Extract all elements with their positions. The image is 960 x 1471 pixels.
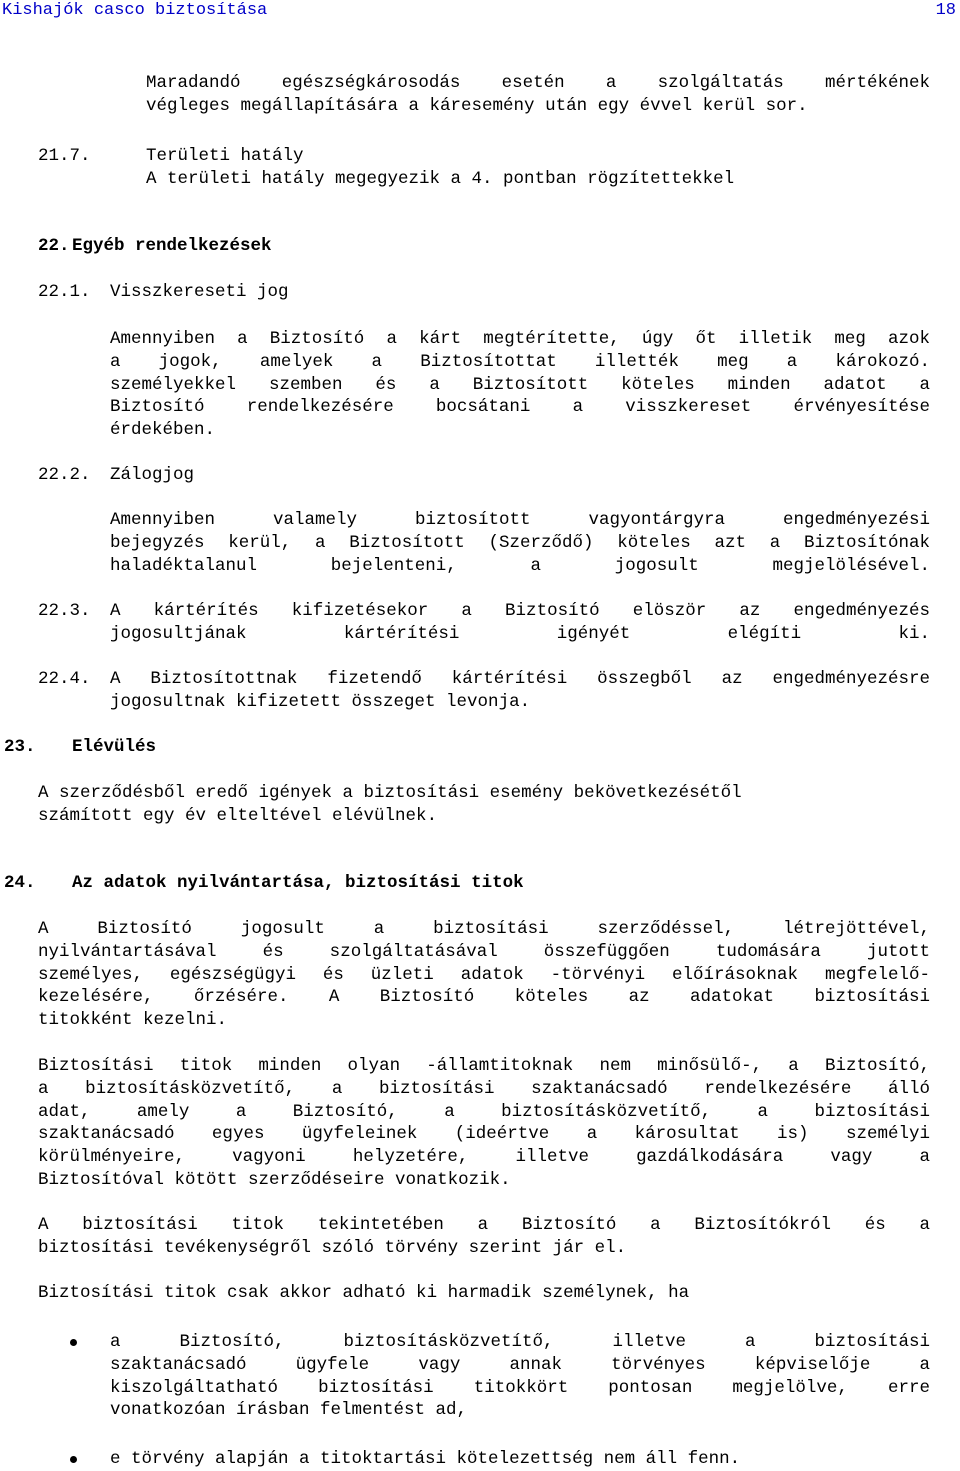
text-line: jogosultjának kártérítési igényét elégíti ki. [110, 623, 930, 644]
text-line: számított egy év elteltével elévülnek. [38, 805, 438, 826]
text-line: haladéktalanul bejelenteni, a jogosult megjelölésével. [110, 555, 930, 576]
section-title-22: Egyéb rendelkezések [72, 236, 272, 256]
text-line: A Biztosítottnak fizetendő kártérítési összegből az engedményezésre [110, 669, 930, 689]
text-line: a biztosításközvetítő, a biztosítási szaktanácsadó rendelkezésére álló [38, 1078, 930, 1099]
text-line: szaktanácsadó ügyfele vagy annak törvényes képviselője a [110, 1354, 930, 1375]
text-line: A szerződésből eredő igények a biztosítási esemény bekövetkezésétől [38, 783, 742, 803]
paragraph-22-4 [110, 668, 930, 714]
text-line: Biztosítási titok minden olyan -államtitoknak nem minősülő-, a Biztosító, [38, 1056, 930, 1076]
section-title-22-2: Zálogjog [110, 465, 195, 485]
text-line: körülményeire, vagyoni helyzetére, illetve gazdálkodására vagy a [38, 1147, 930, 1168]
text-line: adat, amely a Biztosító, a biztosításközvetítő, a biztosítási [38, 1101, 930, 1122]
text-line: a Biztosító, biztosításközvetítő, illetve a biztosítási [110, 1332, 930, 1352]
section-title-23: Elévülés [72, 737, 157, 757]
text-line: biztosítási tevékenységről szóló törvény szerint jár el. [38, 1237, 627, 1258]
bullet-icon [70, 1339, 77, 1346]
text-line: vonatkozóan írásban felmentést ad, [110, 1400, 468, 1421]
section-number-22-1: 22.1. [38, 282, 91, 302]
paragraph-24-1 [38, 918, 930, 1032]
section-number-21-7: 21.7. [38, 146, 91, 166]
bullet-item-1 [110, 1331, 930, 1422]
text-line: e törvény alapján a titoktartási kötelezettség nem áll fenn. [110, 1449, 741, 1469]
text-line: bejegyzés kerül, a Biztosított (Szerződő) köteles azt a Biztosítónak [110, 532, 930, 553]
text-line: Biztosítóval kötött szerződéseire vonatkozik. [38, 1169, 511, 1190]
paragraph-22-1 [110, 328, 930, 442]
section-number-22: 22. [38, 236, 70, 256]
section-number-22-3: 22.3. [38, 601, 91, 621]
section-title-24: Az adatok nyilvántartása, biztosítási titok [72, 873, 524, 893]
text-line: A biztosítási titok tekintetében a Biztosító a Biztosítókról és a [38, 1215, 930, 1235]
text-line: érdekében. [110, 420, 216, 441]
text-line: Biztosítási titok csak akkor adható ki harmadik személynek, ha [38, 1283, 690, 1303]
text-line: Biztosító rendelkezésére bocsátani a visszkereset érvényesítése [110, 397, 930, 418]
text-line: A kártérítés kifizetésekor a Biztosító elöször az engedményezés [110, 601, 930, 621]
text-line: szaktanácsadó egyes ügyfeleinek (ideértve a károsultat is) személyi [38, 1124, 930, 1145]
text-line: személyes, egészségügyi és üzleti adatok -törvényi előírásoknak megfelelő- [38, 964, 930, 985]
text-line: Amennyiben a Biztosító a kárt megtérítette, úgy őt illetik meg azok [110, 329, 930, 349]
paragraph-22-2 [110, 509, 930, 577]
bullet-item-2 [110, 1448, 930, 1471]
section-number-22-2: 22.2. [38, 465, 91, 485]
text-line: a jogok, amelyek a Biztosítottat illették meg a károkozó. [110, 351, 930, 372]
text-line: személyekkel szemben és a Biztosított köteles minden adatot a [110, 374, 930, 395]
section-number-24: 24. [4, 873, 36, 893]
section-title-22-1: Visszkereseti jog [110, 282, 289, 302]
text-line: titokként kezelni. [38, 1010, 228, 1031]
text-line: jogosultnak kifizetett összeget levonja. [110, 691, 531, 712]
section-number-23: 23. [4, 737, 36, 757]
paragraph-top [146, 72, 930, 118]
paragraph-23 [38, 782, 930, 828]
header-title: Kishajók casco biztosítása [2, 1, 268, 20]
text-line: kiszolgáltatható biztosítási titokkört pontosan megjelölve, erre [110, 1377, 930, 1398]
section-number-22-4: 22.4. [38, 669, 91, 689]
paragraph-24-2 [38, 1055, 930, 1192]
text-line: Maradandó egészségkárosodás esetén a szolgáltatás mértékének [146, 73, 930, 93]
bullet-icon [70, 1456, 77, 1463]
section-title: Területi hatály [146, 146, 304, 166]
text-line: nyilvántartásával és szolgáltatásával összefüggően tudomására jutott [38, 941, 930, 962]
text-line: A területi hatály megegyezik a 4. pontban rögzítettekkel [146, 168, 735, 189]
text-line: A Biztosító jogosult a biztosítási szerződéssel, létrejöttével, [38, 919, 930, 939]
text-line: kezelésére, őrzésére. A Biztosító köteles az adatokat biztosítási [38, 987, 930, 1008]
paragraph-22-3 [110, 600, 930, 646]
text-line: Amennyiben valamely biztosított vagyontárgyra engedményezési [110, 510, 930, 530]
page-number: 18 [935, 1, 956, 20]
paragraph-24-4 [38, 1282, 930, 1305]
text-line: végleges megállapítására a káresemény után egy évvel kerül sor. [146, 95, 808, 116]
section-21-7 [146, 145, 930, 191]
page-header [0, 0, 960, 24]
paragraph-24-3 [38, 1214, 930, 1260]
